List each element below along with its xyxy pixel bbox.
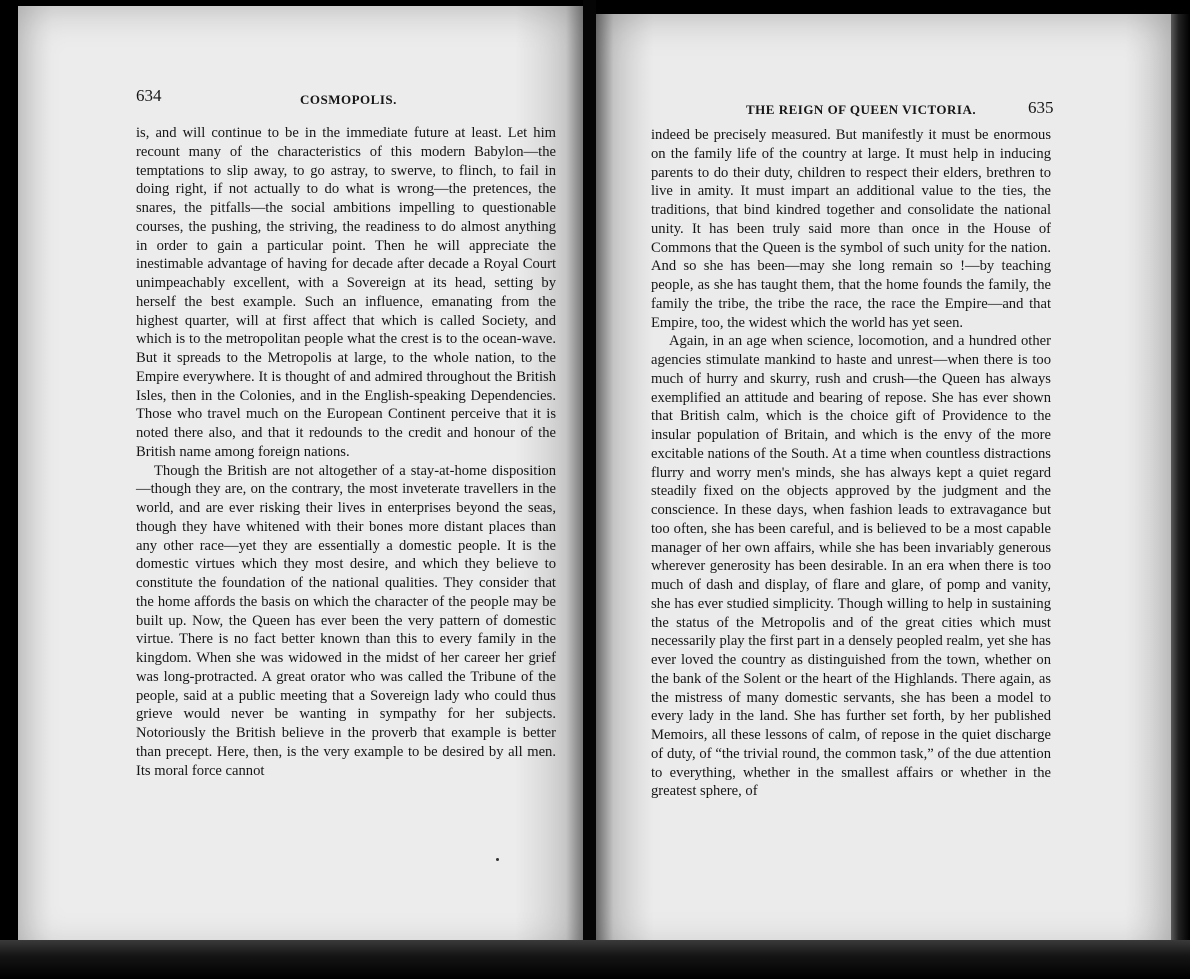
book-edge	[1171, 14, 1190, 954]
left-page	[18, 6, 583, 954]
right-page	[596, 14, 1171, 954]
left-page-body	[136, 124, 556, 780]
paragraph: is, and will continue to be in the immediate future at least. Let him recount many of the characteristics of this modern Babylon—the temptations to slip away, to go astray, to swerve, to flinch, to fail in doing right, if not actually to do what is wrong—the pretences, the snares, the pitfalls—the social ambitions impelling to questionable courses, the pushing, the striving, the readiness to do almost anything in order to gain a particular point. Then he will appreciate the inestimable advantage of having for decade after decade a Royal Court unimpeachably excellent, with a Sovereign at its head, setting by herself the best example. Such an influence, emanating from the highest quarter, will at first affect that which is called Society, and which is to the metropolitan people what the crest is to the ocean-wave. But it spreads to the Metropolis at large, to the whole nation, to the Empire everywhere. It is thought of and admired throughout the British Isles, then in the Colonies, and in the English-speaking Dependencies. Those who travel much on the European Continent perceive that it is noted there also, and that it redounds to the credit and honour of the British name among foreign nations.	[136, 125, 556, 460]
right-page-body	[651, 126, 1051, 801]
print-speck	[496, 858, 499, 861]
book-gutter	[583, 0, 596, 979]
scan-bottom-edge	[0, 940, 1190, 979]
page-number-left: 634	[136, 86, 162, 105]
paragraph: Again, in an age when science, locomotion, and a hundred other agencies stimulate mankind to haste and unrest—when there is too much of hurry and skurry, rush and crush—the Queen has always exemplified an attitude and bearing of repose. She has ever shown that British calm, which is the choice gift of Providence to the insular population of Britain, and which is the envy of the more excitable nations of the South. At a time when countless distractions flurry and worry men's minds, she has always kept a quiet regard steadily fixed on the objects approved by the judgment and the conscience. In these days, when fashion leads to extravagance but too often, she has been careful, and is believed to be a most capable manager of her own affairs, while she has been invariably generous wherever generosity has been desirable. In an era when there is too much of dash and display, of flare and glare, of pomp and vanity, she has ever studied simplicity. Though willing to help in sustaining the status of the Metropolis and of the great cities which must necessarily play the first part in a densely peopled realm, yet she has ever loved the country as distinguished from the town, whether on the bank of the Solent or the heart of the Highlands. There again, as the mistress of many domestic servants, she has been a model to every lady in the land. She has further set forth, by her published Memoirs, all these lessons of calm, of repose in the quiet discharge of duty, of “the trivial round, the common task,” of the due attention to everything, whether in the smallest affairs or whether in the greatest sphere, of	[651, 333, 1051, 800]
paragraph: indeed be precisely measured. But manifestly it must be enormous on the family life of the country at large. It must help in inducing parents to do their duty, children to respect their elders, brethren to live in amity. It must impart an additional value to the ties, the traditions, that bind kindred together and consolidate the national unity. It has been truly said more than once in the House of Commons that the Queen is the symbol of such unity for the nation. And so she has been—may she long remain so !—by teaching people, as she has taught them, that the home founds the family, the family the tribe, the tribe the race, the race the Empire—and that Empire, too, the widest which the world has yet seen.	[651, 127, 1051, 331]
page-number-right: 635	[1028, 98, 1054, 117]
running-head-left: COSMOPOLIS.	[300, 92, 397, 107]
running-head-right: THE REIGN OF QUEEN VICTORIA.	[746, 102, 977, 117]
paragraph: Though the British are not altogether of a stay-at-home disposition—though they are, on the contrary, the most inveterate travellers in the world, and are ever risking their lives in enterprises beyond the seas, though they have whitened with their bones more distant places than any other race—yet they are essentially a domestic people. It is the domestic virtues which they most desire, and which they believe to constitute the foundation of the national qualities. They consider that the home affords the basis on which the character of the people may be built up. Now, the Queen has ever been the very pattern of domestic virtue. There is no fact better known than this to every family in the kingdom. When she was widowed in the midst of her career her grief was long-protracted. A great orator who was called the Tribune of the people, said at a public meeting that a Sovereign lady who could thus grieve would never be wanting in sympathy for her subjects. Notoriously the British believe in the proverb that example is better than precept. Here, then, is the very example to be desired by all men. Its moral force cannot	[136, 462, 556, 779]
